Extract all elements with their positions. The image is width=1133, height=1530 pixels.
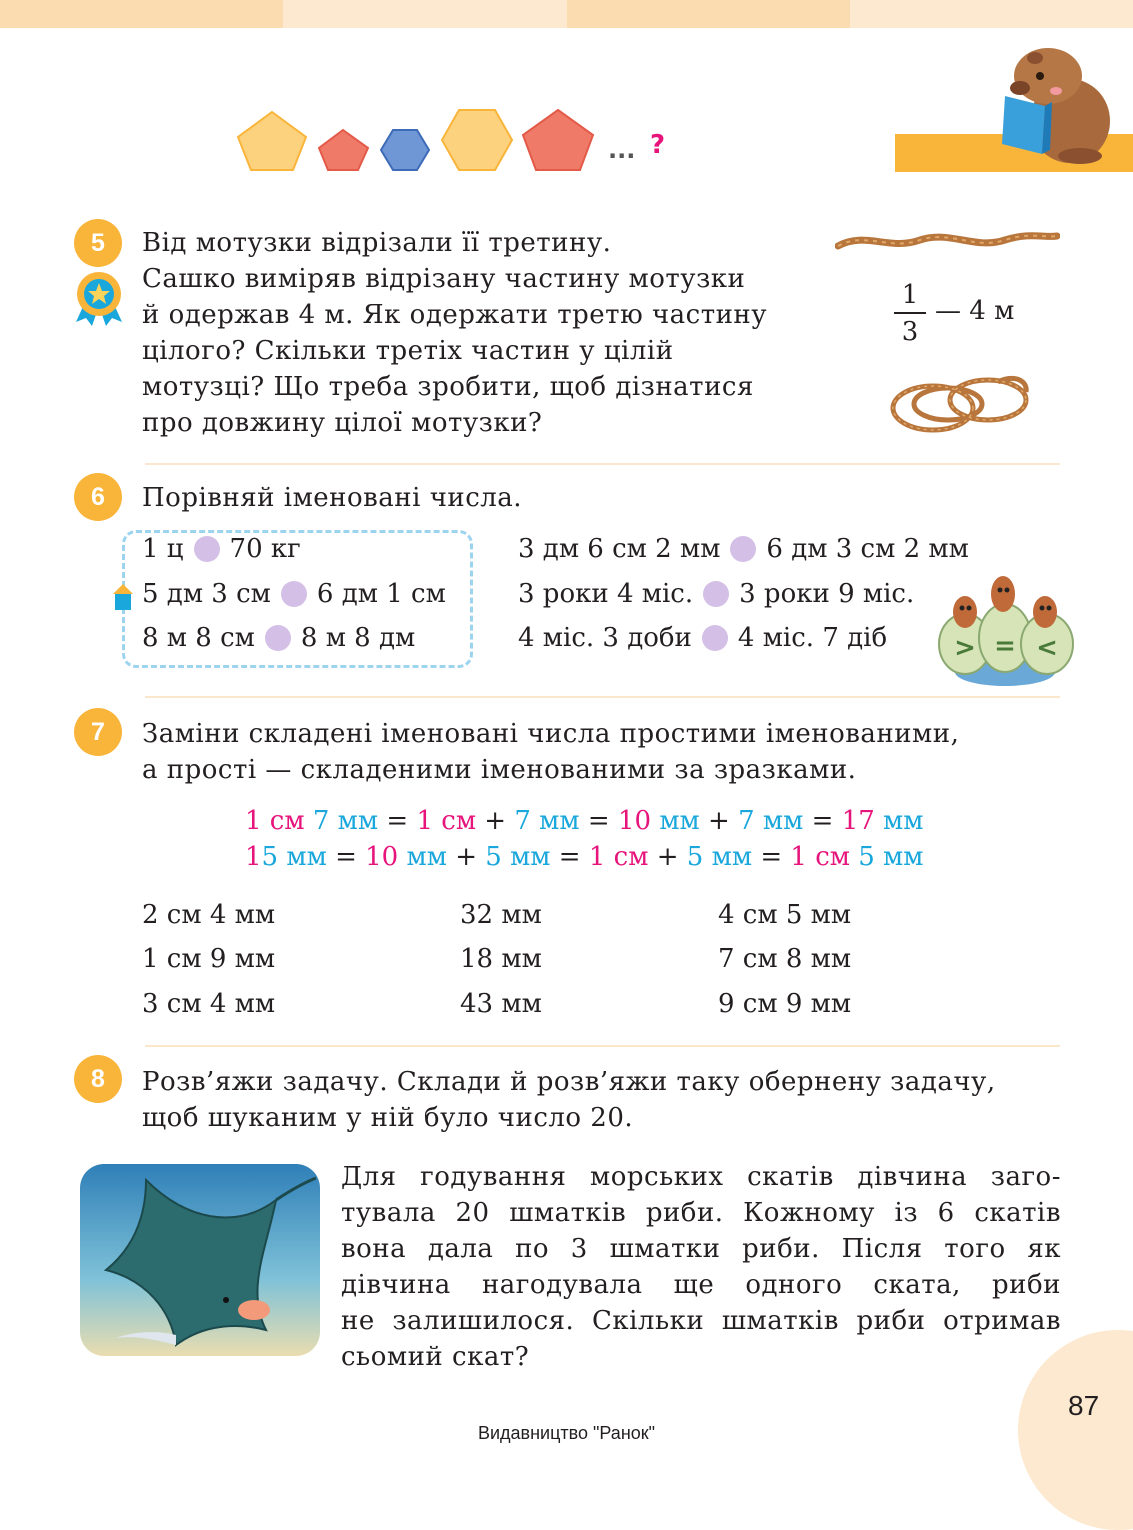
- comparison-left: 3 дм 6 см 2 мм: [518, 534, 721, 564]
- house-marker-icon: [112, 582, 134, 612]
- measure-cell: 1 см 9 мм: [142, 944, 276, 974]
- task5-line: й одержав 4 м. Як одержати третю частину: [142, 300, 768, 330]
- comparison-left: 4 міс. 3 доби: [518, 623, 692, 653]
- section-divider: [145, 1045, 1060, 1047]
- measure-cell: 4 см 5 мм: [718, 900, 852, 930]
- fraction-one-third: [890, 280, 930, 348]
- comparison-row: [142, 623, 415, 653]
- task-number-badge: 7: [74, 708, 122, 756]
- pentagon-large-red: [523, 110, 593, 170]
- capybara-reading-icon: [990, 36, 1120, 166]
- example-segment: 10: [365, 842, 399, 872]
- comparison-right: 3 роки 9 міс.: [739, 579, 915, 609]
- example-segment: 5 мм: [858, 842, 924, 872]
- section-divider: [145, 463, 1060, 465]
- example-segment: 1: [245, 842, 262, 872]
- example-segment: +: [476, 806, 515, 836]
- example-segment: 1 см: [790, 842, 850, 872]
- comparison-right: 8 м 8 дм: [300, 623, 416, 653]
- comparison-row: [518, 623, 887, 653]
- pentagon-large-yellow: [238, 112, 306, 170]
- example-segment: 1 см: [416, 806, 477, 836]
- sign-equal: =: [994, 631, 1016, 661]
- comparison-right: 6 дм 3 см 2 мм: [766, 534, 969, 564]
- problem-line: Для годування морських скатів дівчина заго-: [341, 1162, 1061, 1192]
- example-segment: =: [579, 806, 618, 836]
- page-number: 87: [1068, 1390, 1100, 1421]
- problem-line: сьомий скат?: [341, 1342, 530, 1372]
- section-divider: [145, 696, 1060, 698]
- example-segment: =: [752, 842, 791, 872]
- comparison-left: 5 дм 3 см: [142, 579, 271, 609]
- measure-cell: 7 см 8 мм: [718, 944, 852, 974]
- task5-line: Сашко виміряв відрізану частину мотузки: [142, 264, 746, 294]
- problem-line: не залишилося. Скільки шматків риби отримав: [341, 1306, 1061, 1336]
- sequence-question-mark: ?: [650, 130, 666, 160]
- task5-line: цілого? Скільки третіх частин у цілій: [142, 336, 674, 366]
- comparison-blank-dot[interactable]: [730, 536, 756, 562]
- hexagon-small-blue: [381, 130, 429, 170]
- comparison-row: [518, 534, 969, 564]
- task8-line: щоб шуканим у ній було число 20.: [142, 1103, 634, 1133]
- example-segment: 1 см: [245, 806, 305, 836]
- comparison-row: [142, 579, 446, 609]
- task6-title: Порівняй іменовані числа.: [142, 483, 523, 513]
- example-segment: =: [803, 806, 842, 836]
- medal-icon: [72, 270, 126, 328]
- problem-line: вона дала по 3 шматки риби. Після того як: [341, 1234, 1061, 1264]
- comparison-blank-dot[interactable]: [281, 581, 307, 607]
- example-segment: мм: [398, 842, 447, 872]
- comparison-blank-dot[interactable]: [194, 536, 220, 562]
- sample-example-1: [245, 806, 924, 836]
- task5-line: Від мотузки відрізали її третину.: [142, 228, 612, 258]
- example-segment: 17: [841, 806, 875, 836]
- rope-coil-icon: [888, 370, 1038, 442]
- sign-greater: >: [954, 633, 976, 663]
- example-segment: 5 мм: [485, 842, 551, 872]
- example-segment: =: [550, 842, 589, 872]
- comparison-left: 3 роки 4 міс.: [518, 579, 694, 609]
- example-segment: 1 см: [588, 842, 649, 872]
- hexagon-large-yellow: [442, 110, 512, 170]
- pentagon-small-red: [319, 130, 368, 170]
- example-segment: 5 мм: [686, 842, 753, 872]
- example-segment: 7 мм: [312, 806, 379, 836]
- example-segment: +: [648, 842, 687, 872]
- task8-line: Розв’яжи задачу. Склади й розв’яжи таку обернену задачу,: [142, 1067, 996, 1097]
- task-number-badge: 8: [74, 1055, 122, 1103]
- example-segment: =: [378, 806, 417, 836]
- rope-straight-icon: [835, 226, 1060, 256]
- example-segment: 10: [617, 806, 652, 836]
- comparison-right: 70 кг: [229, 534, 301, 564]
- sequence-dots: ...: [608, 136, 636, 164]
- comparison-left: 8 м 8 см: [142, 623, 255, 653]
- example-segment: [850, 842, 858, 872]
- comparison-blank-dot[interactable]: [703, 581, 729, 607]
- comparison-row: [518, 579, 914, 609]
- example-segment: +: [446, 842, 486, 872]
- example-segment: [305, 806, 313, 836]
- stingray-illustration: [76, 1160, 324, 1360]
- example-segment: =: [326, 842, 366, 872]
- measure-cell: 3 см 4 мм: [142, 989, 276, 1019]
- task-number-badge: 6: [74, 473, 122, 521]
- fraction-value: — 4 м: [935, 296, 1015, 326]
- measure-cell: 32 мм: [460, 900, 542, 930]
- publisher-credit: Видавництво "Ранок": [477, 1423, 656, 1443]
- comparison-blank-dot[interactable]: [265, 625, 291, 651]
- comparison-left: 1 ц: [142, 534, 184, 564]
- measure-cell: 18 мм: [460, 944, 542, 974]
- task-number-badge: 5: [74, 219, 122, 267]
- example-segment: мм: [874, 806, 924, 836]
- sample-example-2: [245, 842, 924, 872]
- example-segment: 7 мм: [738, 806, 804, 836]
- example-segment: 5 мм: [261, 842, 327, 872]
- task5-line: мотузці? Що треба зробити, щоб дізнатися: [142, 372, 754, 402]
- comparison-right: 6 дм 1 см: [316, 579, 446, 609]
- comparison-row: [142, 534, 301, 564]
- example-segment: 7 мм: [514, 806, 580, 836]
- problem-line: дівчина нагодувала ще одного ската, риби: [341, 1270, 1061, 1300]
- example-segment: мм: [651, 806, 700, 836]
- measure-cell: 9 см 9 мм: [718, 989, 852, 1019]
- comparison-right: 4 міс. 7 діб: [737, 623, 888, 653]
- fraction-denominator: 3: [901, 317, 919, 347]
- fraction-numerator: 1: [901, 280, 919, 310]
- sign-less: <: [1036, 633, 1058, 663]
- problem-line: тувала 20 шматків риби. Кожному із 6 скатів: [341, 1198, 1061, 1228]
- shape-sequence: [0, 0, 700, 200]
- hatching-eggs-icon: [935, 572, 1080, 692]
- comparison-blank-dot[interactable]: [702, 625, 728, 651]
- measure-cell: 2 см 4 мм: [142, 900, 276, 930]
- task7-line: Заміни складені іменовані числа простими іменованими,: [142, 719, 960, 749]
- task5-line: про довжину цілої мотузки?: [142, 408, 543, 438]
- measure-cell: 43 мм: [460, 989, 542, 1019]
- example-segment: +: [699, 806, 739, 836]
- task7-line: а прості — складеними іменованими за зразками.: [142, 755, 857, 785]
